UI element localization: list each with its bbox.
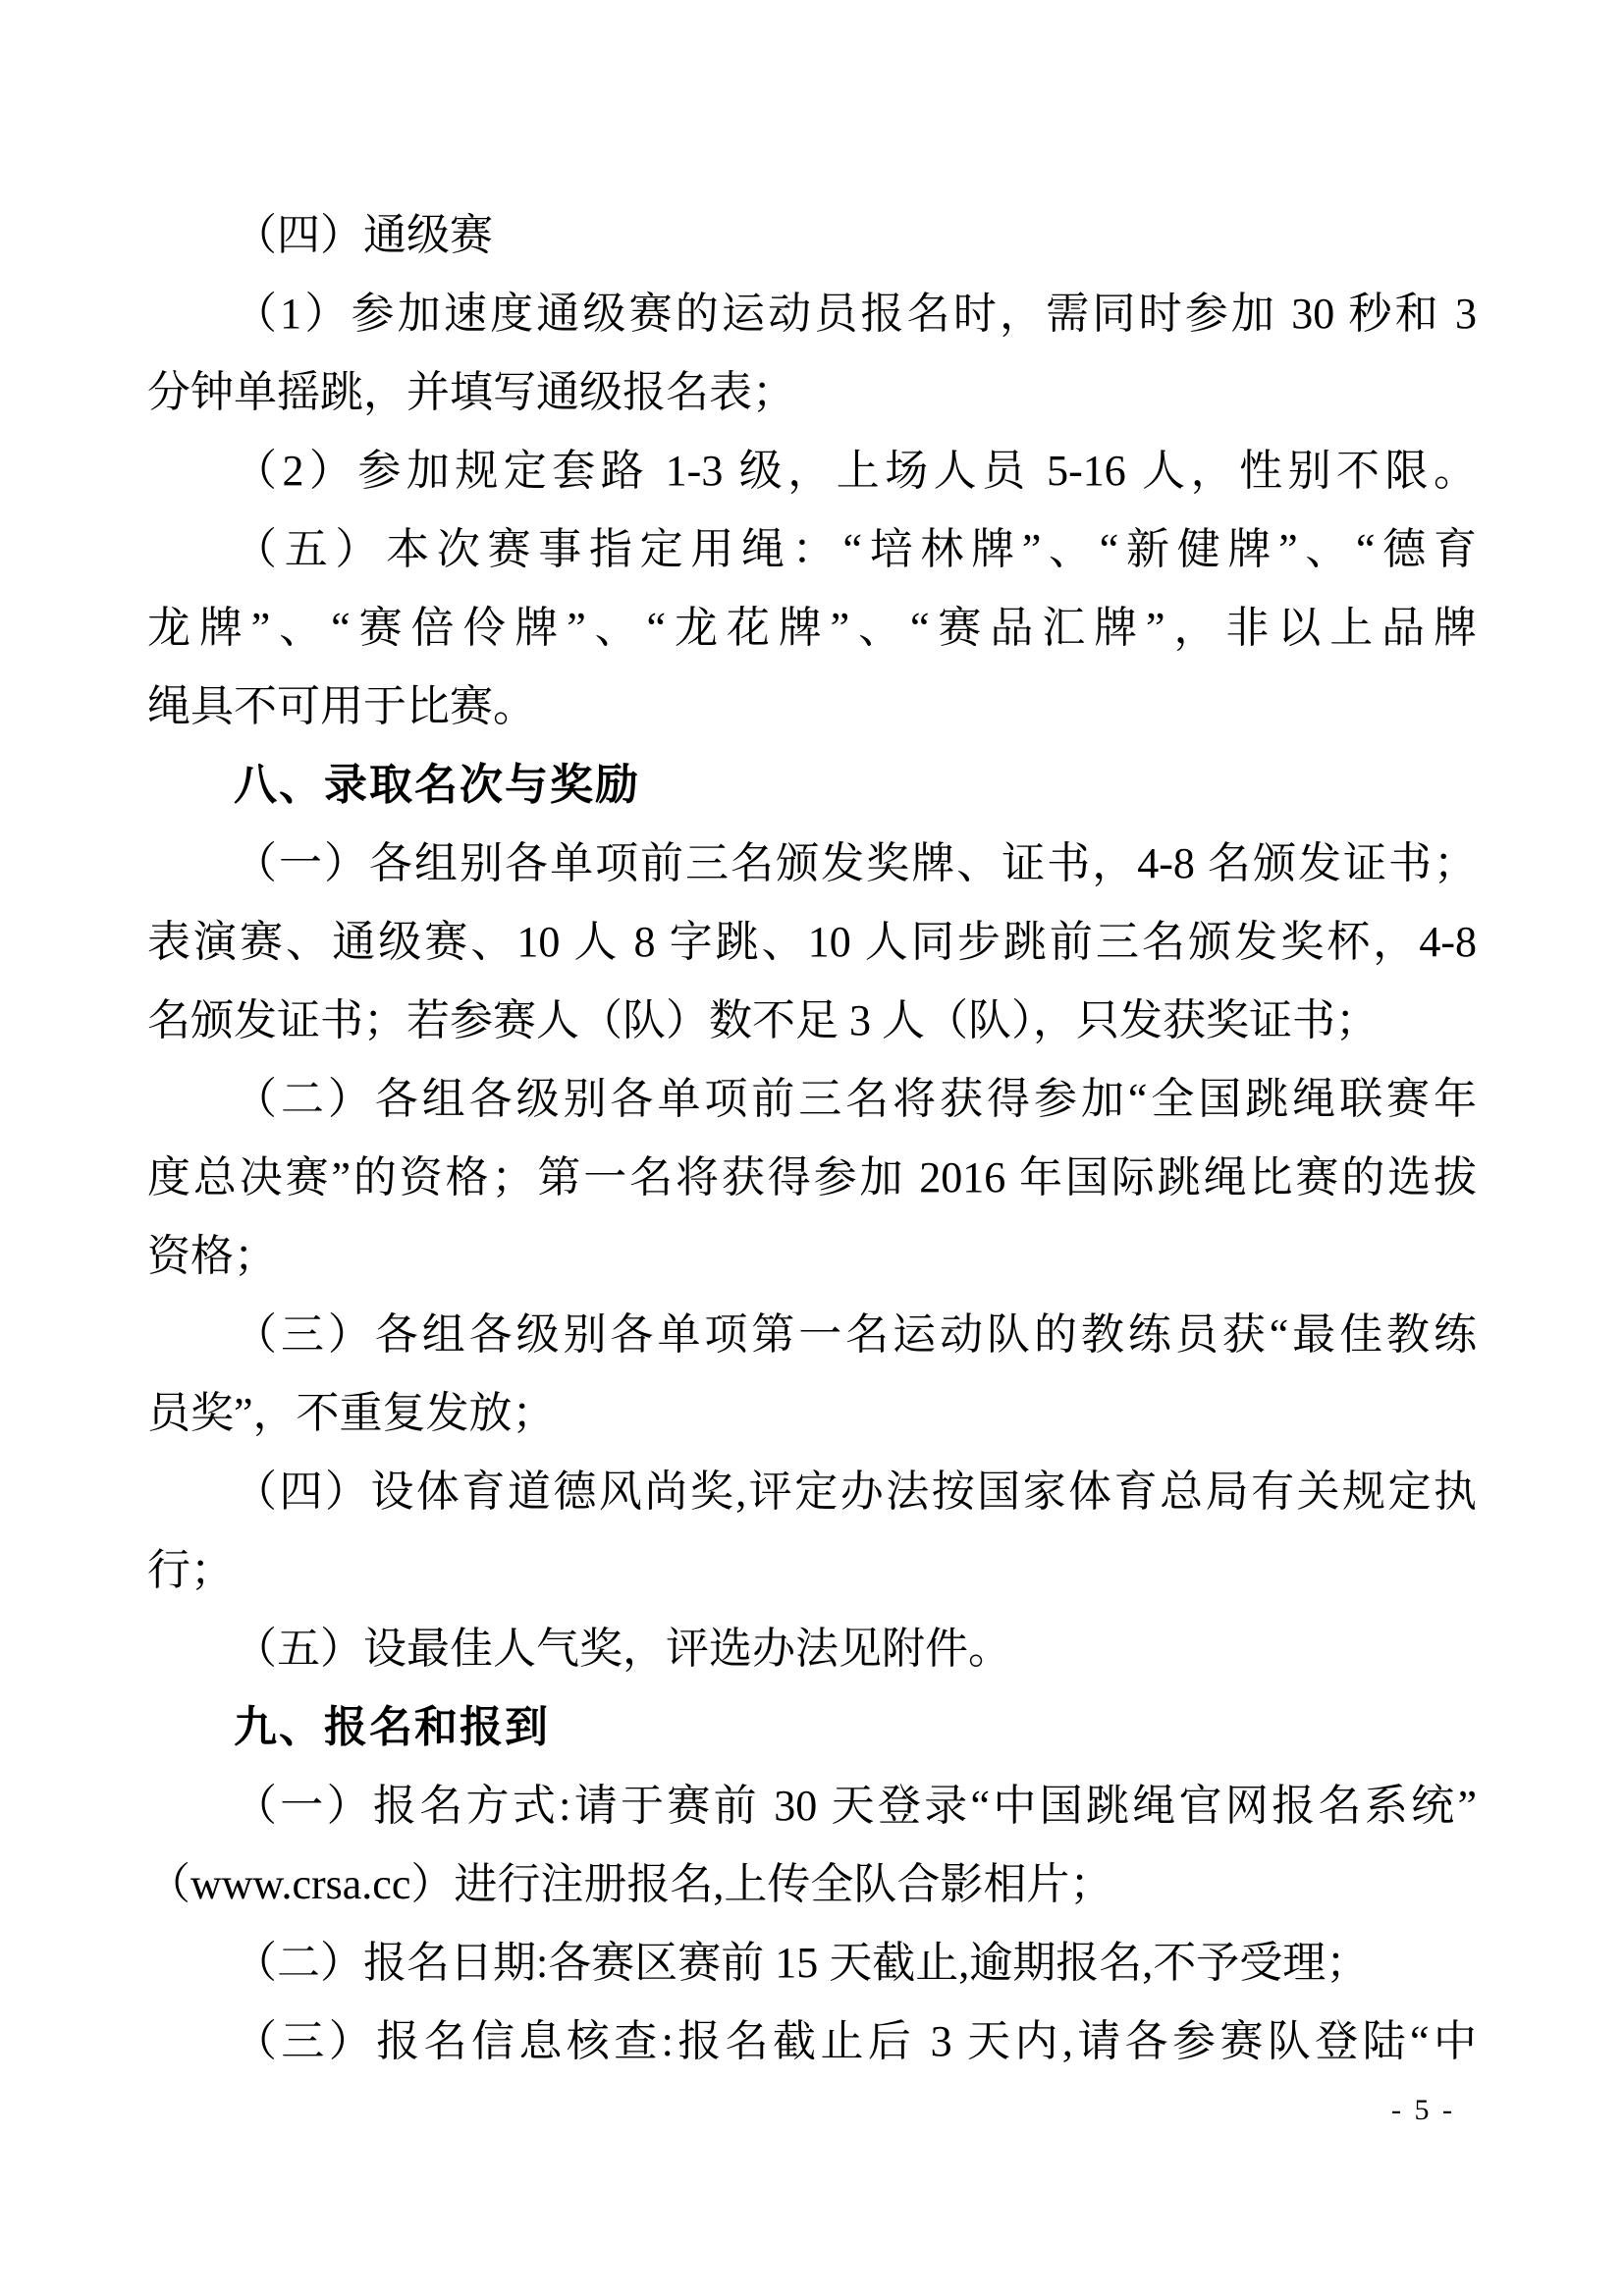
text-line: 九、报名和报到 xyxy=(234,1703,550,1751)
text-line: （一）报名方式:请于赛前 30 天登录“中国跳绳官网报名系统” xyxy=(234,1782,1477,1830)
paragraph xyxy=(147,1924,1477,2002)
paragraph xyxy=(147,825,1477,1060)
text-line: 绳具不可用于比赛。 xyxy=(147,682,536,730)
paragraph xyxy=(147,275,1477,432)
paragraph xyxy=(147,510,1477,746)
text-line: （三）各组各级别各单项第一名运动队的教练员获“最佳教练 xyxy=(234,1310,1477,1359)
paragraph xyxy=(147,1610,1477,1688)
text-line: （一）各组别各单项前三名颁发奖牌、证书，4-8 名颁发证书； xyxy=(234,839,1477,887)
text-line: 员奖”，不重复发放； xyxy=(147,1389,556,1437)
text-line: （www.crsa.cc）进行注册报名,上传全队合影相片； xyxy=(147,1860,1113,1908)
text-line: （四）设体育道德风尚奖,评定办法按国家体育总局有关规定执 xyxy=(234,1468,1477,1516)
text-line: （1）参加速度通级赛的运动员报名时，需同时参加 30 秒和 3 xyxy=(234,290,1477,338)
text-line: （三）报名信息核查:报名截止后 3 天内,请各参赛队登陆“中 xyxy=(234,2017,1477,2065)
text-line: （五）设最佳人气奖，评选办法见附件。 xyxy=(234,1625,1011,1673)
text-line: （二）各组各级别各单项前三名将获得参加“全国跳绳联赛年 xyxy=(234,1075,1477,1123)
text-line: 表演赛、通级赛、10 人 8 字跳、10 人同步跳前三名颁发奖杯，4-8 xyxy=(147,918,1477,966)
text-line: （四）通级赛 xyxy=(234,211,493,259)
section-heading xyxy=(147,746,1477,825)
paragraph xyxy=(147,1767,1477,1924)
paragraph xyxy=(147,1060,1477,1296)
paragraph xyxy=(147,1296,1477,1453)
page-number: - 5 - xyxy=(1391,2094,1455,2126)
paragraph xyxy=(147,432,1477,510)
section-heading xyxy=(147,1688,1477,1767)
text-line: 资格； xyxy=(147,1232,277,1280)
document-content xyxy=(147,196,1477,2081)
text-line: （2）参加规定套路 1-3 级，上场人员 5-16 人，性别不限。 xyxy=(234,447,1477,495)
text-line: 名颁发证书；若参赛人（队）数不足 3 人（队），只发获奖证书； xyxy=(147,996,1379,1044)
text-line: （二）报名日期:各赛区赛前 15 天截止,逾期报名,不予受理； xyxy=(234,1939,1370,1987)
text-line: 度总决赛”的资格；第一名将获得参加 2016 年国际跳绳比赛的选拔 xyxy=(147,1153,1477,1201)
text-line: 八、录取名次与奖励 xyxy=(234,761,640,809)
paragraph xyxy=(147,1453,1477,1610)
paragraph xyxy=(147,196,1477,275)
text-line: （五）本次赛事指定用绳：“培林牌”、“新健牌”、“德育 xyxy=(234,525,1477,573)
text-line: 龙牌”、“赛倍伶牌”、“龙花牌”、“赛品汇牌”，非以上品牌 xyxy=(147,604,1477,652)
paragraph xyxy=(147,2002,1477,2081)
text-line: 分钟单摇跳，并填写通级报名表； xyxy=(147,368,795,416)
text-line: 行； xyxy=(147,1546,234,1594)
